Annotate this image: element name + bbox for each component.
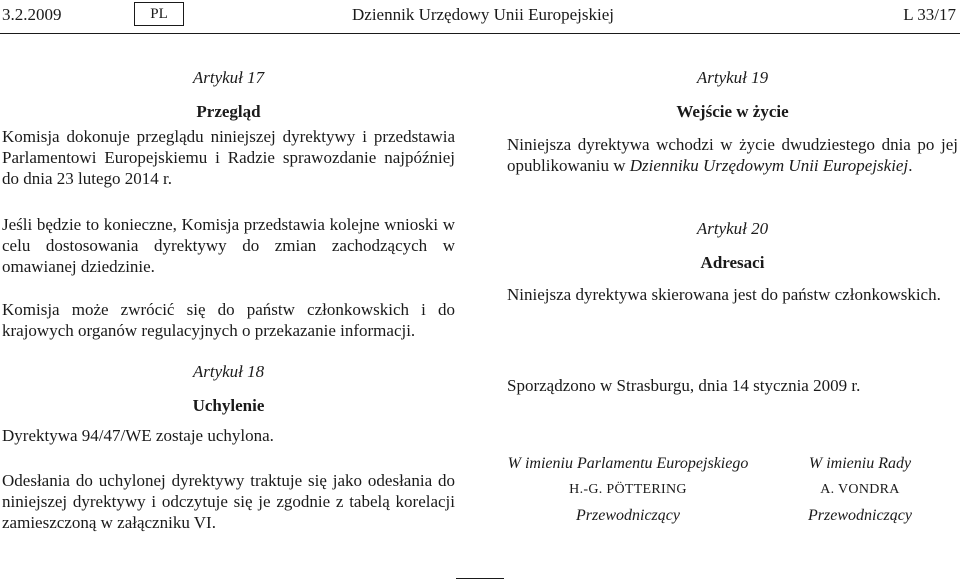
signatory-role: Przewodniczący: [808, 507, 912, 524]
article-18-paragraph-2: Odesłania do uchylonej dyrektywy traktuje się jako odesłania do niniejszej dyrektywy i odczytuje się je zgodnie z tabelą korelacji zamieszczoną w załączniku VI.: [2, 471, 455, 532]
signatory-institution: W imieniu Parlamentu Europejskiego: [507, 455, 749, 472]
article-20-paragraph-1: Niniejsza dyrektywa skierowana jest do państw członkowskich.: [507, 285, 941, 304]
article-18: [2, 360, 455, 418]
article-17-paragraph-1: Komisja dokonuje przeglądu niniejszej dyrektywy i przedstawia Parlamentowi Europejskiemu i Radzie sprawozdanie najpóźniej do dnia 23 lutego 2014 r.: [2, 127, 455, 188]
article-number: Artykuł 17: [192, 68, 265, 87]
article-number: Artykuł 18: [192, 362, 265, 381]
paragraph-text: .: [908, 156, 913, 175]
article-number: Artykuł 20: [696, 219, 769, 238]
article-title: Wejście w życie: [676, 102, 789, 121]
article-title: Adresaci: [700, 253, 765, 272]
article-17-paragraph-2: Jeśli będzie to konieczne, Komisja przedstawia kolejne wnioski w celu dostosowania dyrektywy do zmian zachodzących w omawianej dziedzinie.: [2, 215, 455, 276]
signatory-role: Przewodniczący: [576, 507, 680, 524]
signatory-institution: W imieniu Rady: [808, 455, 912, 472]
article-19-paragraph-1: [507, 134, 958, 176]
journal-title: Dziennik Urzędowy Unii Europejskiej: [352, 5, 615, 24]
article-17-paragraph-3: Komisja może zwrócić się do państw członkowskich i do krajowych organów regulacyjnych o przekazanie informacji.: [2, 300, 455, 340]
signature-parliament: [500, 453, 756, 527]
article-title: Przegląd: [196, 102, 261, 121]
footer-rule: [456, 578, 504, 579]
page-reference: L 33/17: [903, 5, 956, 24]
signature-council: [760, 453, 960, 527]
paragraph-text: Niniejsza dyrektywa wchodzi w życie dwudziestego dnia po jej opublikowaniu w: [507, 135, 958, 175]
article-18-paragraph-1: Dyrektywa 94/47/WE zostaje uchylona.: [2, 426, 274, 445]
signatory-name: A. VONDRA: [820, 482, 900, 497]
done-at-statement: Sporządzono w Strasburgu, dnia 14 stycznia 2009 r.: [507, 376, 861, 395]
article-19: [507, 66, 958, 124]
signatory-name: H.-G. PÖTTERING: [569, 482, 687, 497]
header-rule: [0, 33, 960, 34]
publication-date: 3.2.2009: [2, 5, 62, 24]
article-number: Artykuł 19: [696, 68, 769, 87]
language-badge: PL: [134, 2, 184, 26]
article-17: [2, 66, 455, 124]
article-20: [507, 217, 958, 275]
article-title: Uchylenie: [192, 396, 265, 415]
page-header: [0, 0, 960, 34]
journal-reference: Dzienniku Urzędowym Unii Europejskiej: [629, 156, 909, 175]
